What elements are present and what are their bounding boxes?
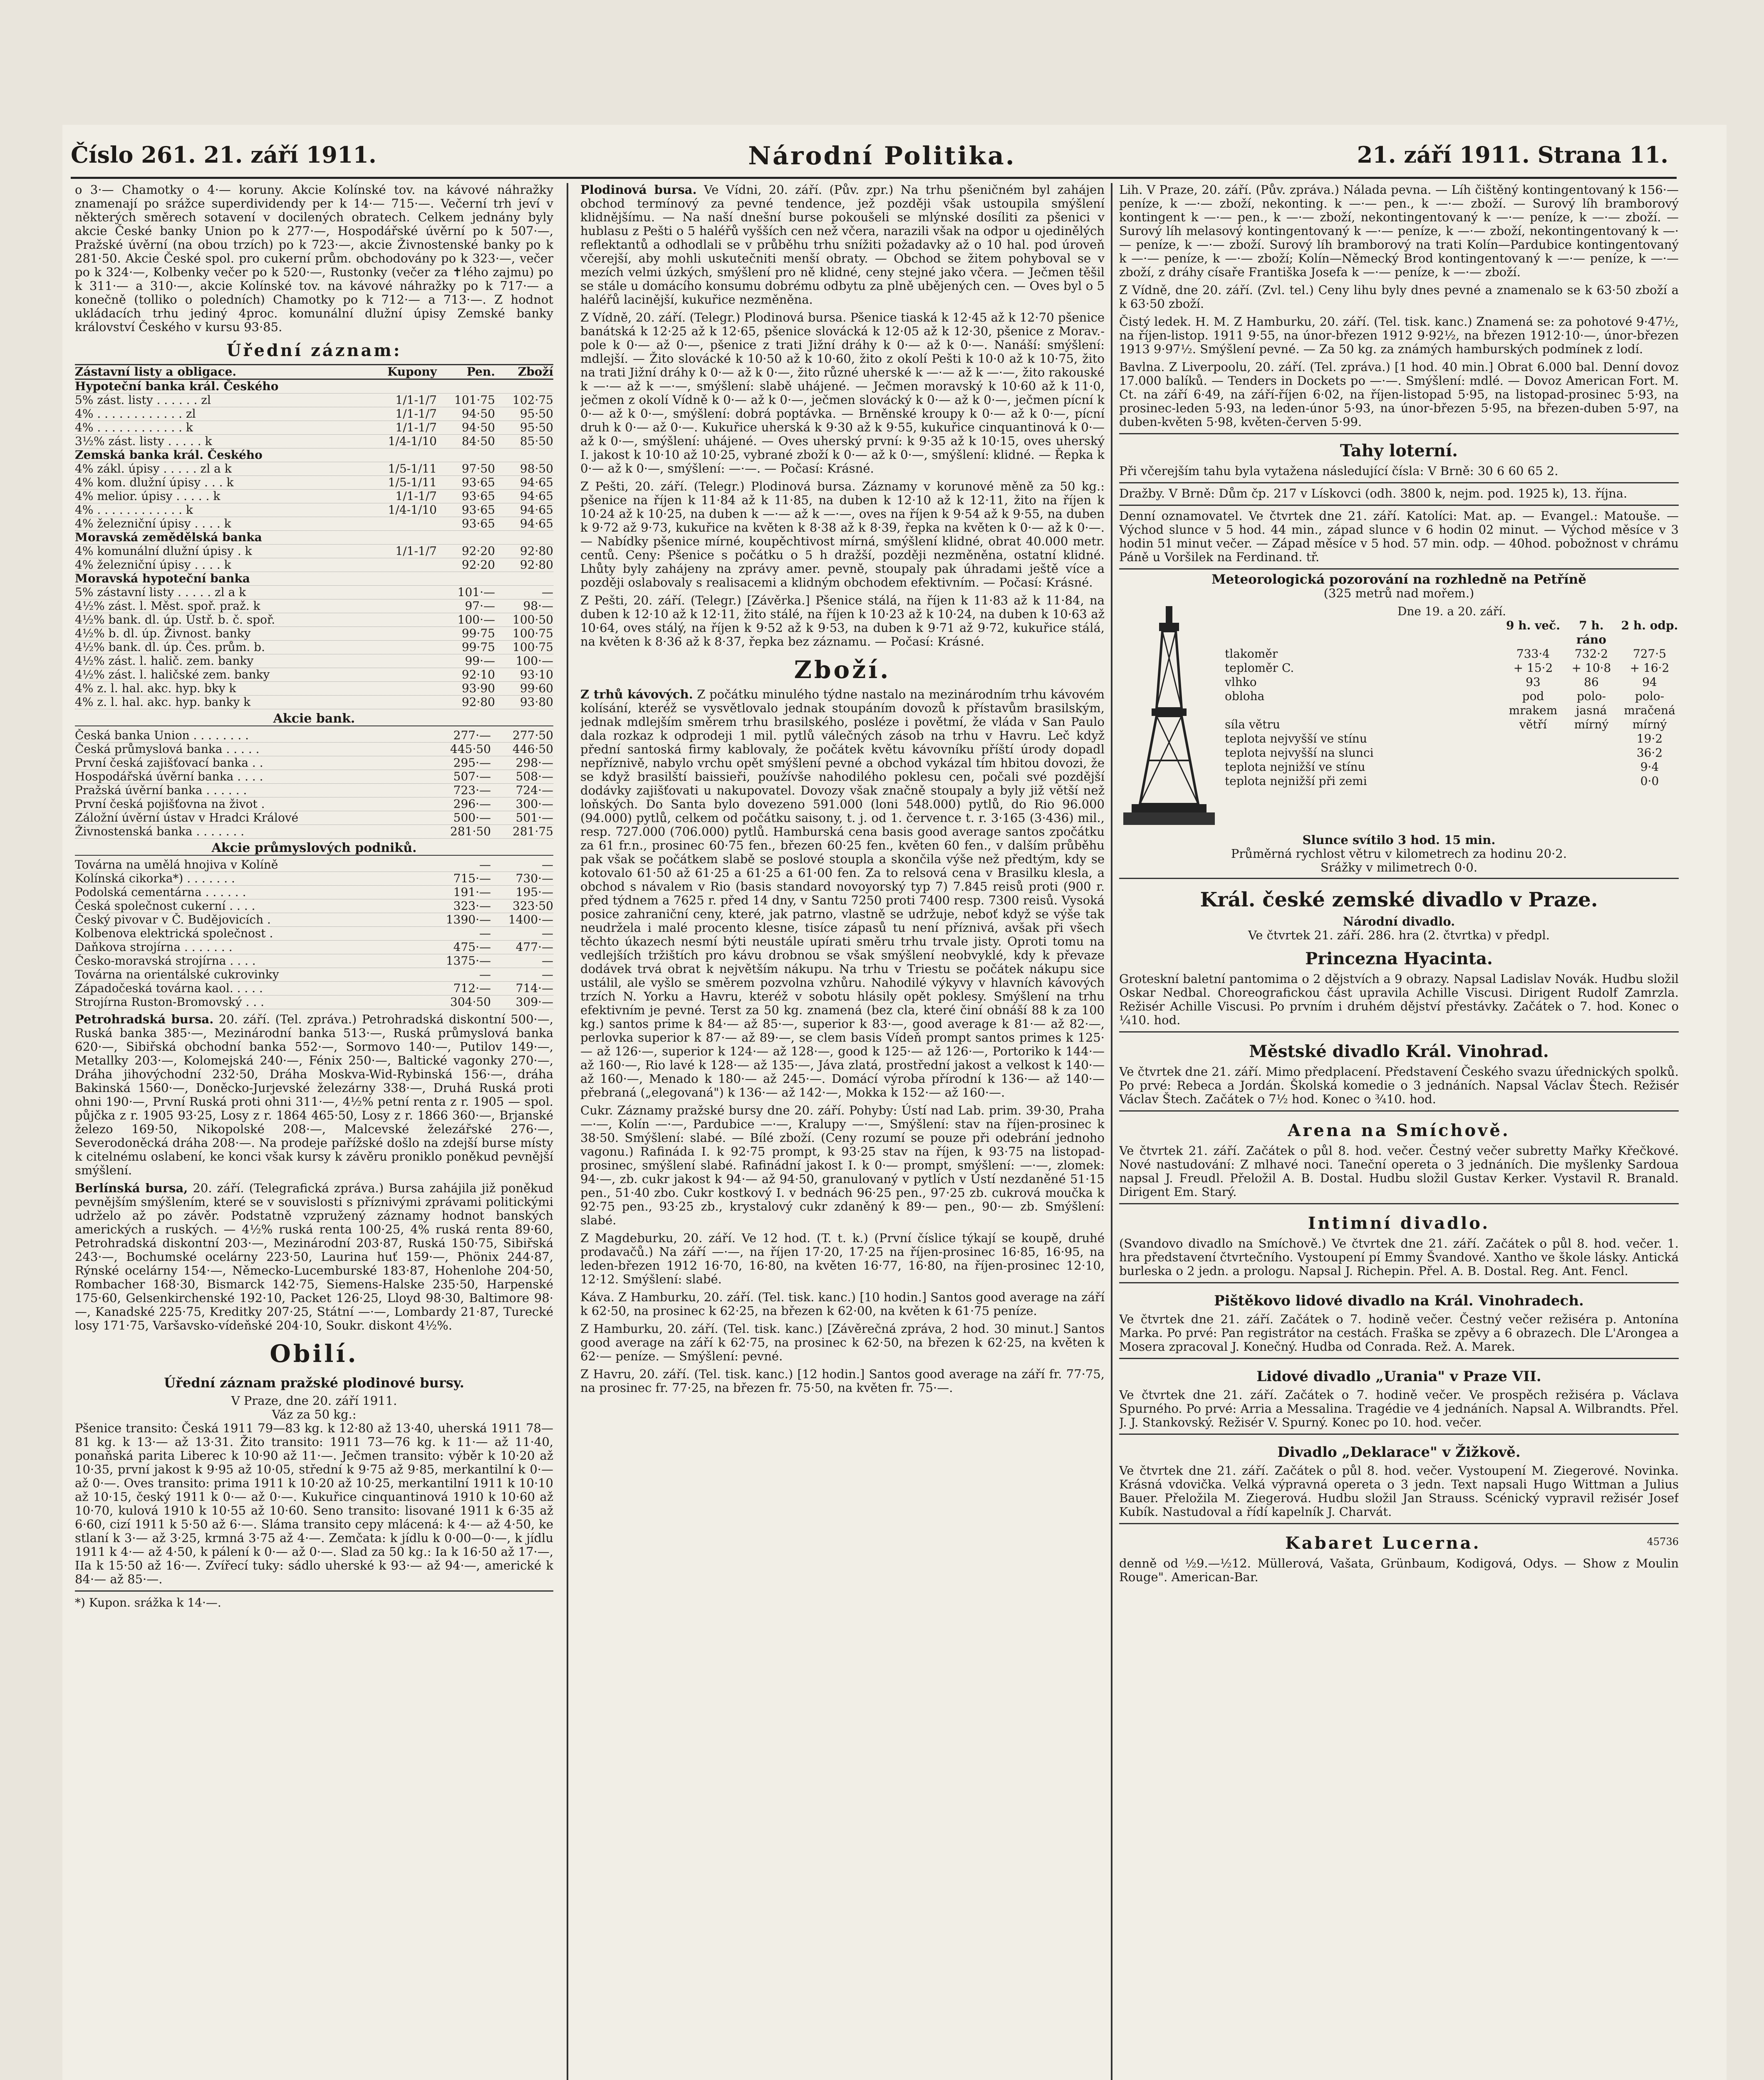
table-row: Moravská hypoteční banka xyxy=(75,572,553,586)
table-row: 3½% zást. listy . . . . . k 1/4-1/10 84·50 85·50 xyxy=(75,434,553,448)
theatre-text: Ve čtvrtek 21. září. Začátek o půl 8. hod. večer. Čestný večer subretty Mařky Křečkové. Nové nastudování: Z mlhavé noci. Taneční opereta o 3 jednáních. Die myšlenky Sardoua napsal J. Freudl. Přeložil A. B. Dostal. Hudbu složil Gustav Kerker. Vystavil R. Branald. Dirigent Em. Starý. xyxy=(1119,1144,1679,1199)
theatre-date: Ve čtvrtek 21. září. 286. hra (2. čtvrtka) v předpl. xyxy=(1248,928,1550,942)
table-row: 4½% zást. l. halič. zem. banky 99·— 100·— xyxy=(75,654,553,668)
table-row: Podolská cementárna . . . . . . 191·— 195·— xyxy=(75,885,553,899)
article-text: Denní oznamovatel. Ve čtvrtek dne 21. září. Katolíci: Mat. ap. — Evangel.: Matouše. — Východ slunce v 5 hod. 44 min., západ slunce v 6 hodin 02 minut. — Východ měsíce v 3 hodin 51 minut večer. — Západ měsíce v 5 hod. 57 min. odp. — 40hod. pobožnost v chrámu Páně u Voršilek na Ferdinand. tř. xyxy=(1119,509,1679,564)
article-text: Pšenice transito: Česká 1911 79—83 kg. k 12·80 až 13·40, uherská 1911 78—81 kg. k 13·— až 13·31. Žito transito: 1911 73—76 kg. k 11·— až 11·40, ponaňská parita Liberec k 10·90 až 11·—. Ječmen transito: výběr k 10·20 až 10·35, první jakost k 9·95 až 10·05, střední k 9·75 až 9·85, merkantilní k 0·— až 0·—. Oves transito: prima 1911 k 10·20 až 10·25, merkantilní 1911 k 10·10 až 10·15, český 1911 k 0·— až 0·—. Kukuřice cinquantinová 1910 k 10·60 až 10·70, kulová 1910 k 10·55 až 10·60. Seno transito: lisované 1911 k 6·35 až 6·60, cizí 1911 k 5·50 až 6·—. Sláma transito cepy mlácená: k 4·— až 4·50, ke stlaní k 3·— až 3·25, krmná 3·75 až 4·—. Zemčata: k jídlu k 0·00—0·—, k jídlu 1911 k 4·— až 4·50, k pálení k 0·— až 0·—. Slad za 50 kg.: Ia k 16·50 až 17·—, IIa k 15·50 až 16·—. Zvířecí tuky: sádlo uherské k 93·— až 94·—, americké k 84·— až 85·—. xyxy=(75,1421,553,1586)
theatre-subtitle: Národní divadlo. xyxy=(1343,914,1455,929)
table-row: 4% . . . . . . . . . . . . zl 1/1-1/7 94·50 95·50 xyxy=(75,407,553,421)
table-row: 4½% b. dl. úp. Živnost. banky 99·75 100·75 xyxy=(75,626,553,640)
column-3 xyxy=(1119,183,1679,2080)
table-row: Pražská úvěrní banka . . . . . . 723·— 724·— xyxy=(75,783,553,797)
table-row: Česká společnost cukerní . . . . 323·— 323·50 xyxy=(75,899,553,913)
column-rule xyxy=(1111,183,1112,2080)
article-text: Bavlna. Z Liverpoolu, 20. září. (Tel. zpráva.) [1 hod. 40 min.] Obrat 6.000 bal. Denní dovoz 17.000 balíků. — Tenders in Dockets po —·—. Smýšlení: mdlé. — Dovoz American Fort. M. Ct. na září 6·49, na září-říjen 6·02, na říjen-listopad 5·95, na listopad-prosinec 5·93, na prosinec-leden 5·93, na leden-únor 5·93, na únor-březen 5·95, na březen-duben 5·97, na duben-květen 5·98, květen-červen 5·99. xyxy=(1119,360,1679,429)
table-header: Zástavní listy a obligace. Kupony Pen. Zboží xyxy=(75,364,553,380)
article-text: Dražby. V Brně: Dům čp. 217 v Lískovci (odh. 3800 k, nejm. pod. 1925 k), 13. října. xyxy=(1119,486,1628,500)
wind-speed: Průměrná rychlost větru v kilometrech za hodinu 20·2. xyxy=(1231,847,1567,861)
divider xyxy=(1119,505,1679,506)
section-heading: Úřední záznam pražské plodinové bursy. xyxy=(164,1375,464,1391)
article-text: Z Pešti, 20. září. (Telegr.) [Závěrka.] Pšenice stálá, na říjen k 11·83 až k 11·84, na duben k 12·10 až k 12·11, žito stálé, na říjen k 10·23 až k 10·24, na duben k 10·63 až 10·64, oves stálý, na říjen k 9·52 až k 9·53, na duben k 9·71 až 9·72, kukuřice stálá, na květen k 8·36 až k 8·37, řepka bez záznamu. — Počasí: Krásné. xyxy=(580,593,1105,649)
rainfall: Srážky v milimetrech 0·0. xyxy=(1320,860,1478,874)
article-text: Z Vídně, dne 20. září. (Zvl. tel.) Ceny lihu byly dnes pevné a znamenalo se k 63·50 zboží a k 63·50 zboží. xyxy=(1119,283,1679,311)
weather-row: obloha pod mrakem polo-jasná polo-mračená xyxy=(1225,689,1675,717)
table-row: Kolínská cikorka*) . . . . . . . 715·— 730·— xyxy=(75,872,553,885)
table-row: 4% zákl. úpisy . . . . . zl a k 1/5-1/11 97·50 98·50 xyxy=(75,462,553,475)
table-row: Záložní úvěrní ústav v Hradci Králové 500·— 501·— xyxy=(75,811,553,825)
theatre-listing xyxy=(1119,1358,1679,1429)
theatre-title: Pištěkovo lidové divadlo na Král. Vinohradech. xyxy=(1214,1293,1584,1309)
dateline: V Praze, dne 20. září 1911. xyxy=(231,1394,397,1408)
market-report: o 3·— Chamotky o 4·— koruny. Akcie Kolínské tov. na kávové náhražky znamenají po srážce superdividendy per k 14·— 715·—. Večerní trh jeví v některých směrech sotavení v docilených obratech. Celkem jednány byly akcie České banky Union po k 277·—, Hospodářské úvěrní po k 507·—, Pražské úvěrní (na obou trzích) po k 723·—, akcie Živnostenské banky po k 281·50. Akcie České spol. pro cukerní prům. obchodovány po k 323·—, večer po k 324·—, Kolbenky večer po k 520·—, Rustonky (večer za ✝lého zajmu) po k 311·— a 310·—, akcie Kolínské tov. na kávové náhražky po k 717·— a konečně (tolliko o poledních) Chamotky po k 712·— a 713·—. Z hodnot ukládacích trhu jediný 4proc. komunální dlužní úpisy Zemské banky království Českého v kursu 93·85. xyxy=(75,183,553,334)
weather-date: Dne 19. a 20. září. xyxy=(1397,604,1506,618)
article-text: Čistý ledek. H. M. Z Hamburku, 20. září. (Tel. tisk. kanc.) Znamená se: za pohotové 9·47½, na říjen-listop. 1911 9·55, na únor-březen 1912 9·92½, na březen 1912·10·—, únor-březen 1913 9·97½. Smýšlení pevné. — Za 50 kg. za známých hamburských podmínek z lodí. xyxy=(1119,314,1679,356)
table-row: 4% kom. dlužní úpisy . . . k 1/5-1/11 93·65 94·65 xyxy=(75,475,553,489)
theatre-text: denně od ½9.—½12. Müllerová, Vašata, Grünbaum, Kodigová, Odys. — Show z Moulin Rouge". American-Bar. xyxy=(1119,1556,1679,1584)
table-row: 4% komunální dlužní úpisy . k 1/1-1/7 92·20 92·80 xyxy=(75,544,553,558)
column-1 xyxy=(75,183,553,2080)
theatre-text: Ve čtvrtek dne 21. září. Začátek o půl 8. hod. večer. Vystoupení M. Ziegerové. Novinka. Krásná vdovička. Velká výpravná opereta o 3 jedn. Text napsali Hugo Wittman a Julius Bauer. Přeložila M. Ziegerová. Hudbu složil Jan Strauss. Scénický vypravil režisér Josef Kubík. Nastudoval a řídí kapelník J. Charvát. xyxy=(1119,1463,1679,1519)
article-text: Z Havru, 20. září. (Tel. tisk. kanc.) [12 hodin.] Santos good average na září fr. 77·75, na prosinec fr. 77·25, na březen fr. 75·50, na květen fr. 75·—. xyxy=(580,1367,1105,1395)
table-row: Živnostenská banka . . . . . . . 281·50 281·75 xyxy=(75,825,553,838)
section-title: Petrohradská bursa. xyxy=(75,1012,214,1026)
play-title: Princezna Hyacinta. xyxy=(1305,949,1493,968)
table-row: 4% železniční úpisy . . . . k 93·65 94·65 xyxy=(75,517,553,530)
section-heading: Tahy loterní. xyxy=(1340,441,1458,461)
theatre-listing xyxy=(1119,1203,1679,1278)
table-row: 4% z. l. hal. akc. hyp. banky k 92·80 93·80 xyxy=(75,695,553,709)
section-title: Z trhů kávových. xyxy=(580,687,693,701)
table-row: Česká průmyslová banka . . . . . 445·50 446·50 xyxy=(75,742,553,756)
table-row: Hypoteční banka král. Českého xyxy=(75,380,553,394)
divider xyxy=(1119,433,1679,434)
weather-row: teplota nejnižší při zemi 0·0 xyxy=(1225,774,1659,788)
table-row: Český pivovar v Č. Budějovicích . 1390·— 1400·— xyxy=(75,913,553,926)
article-text: Z Pešti, 20. září. (Telegr.) Plodinová bursa. Záznamy v korunové měně za 50 kg.: pšenice na říjen k 11·84 až k 11·85, na duben k 12·10 až k 12·11, žito na říjen k 10·24 až k 10·25, na duben k —·— až k —·—, oves na říjen k 9·54 až k 9·55, na duben k 9·72 až 9·73, kukuřice na květen k 8·38 až k 8·39, řepka na květen k 0·— až k 0·—. — Nabídky pšenice mírné, koupěchtivost mírná, smýšlení klidné, obrat 40.000 metr. centů. Ceny: Pšenice s počátku o 5 h dražší, později nezměněna, ostatní klidné. Lhůty byly zahájeny na zprávy amer. pevně, stoupaly pak úhradami ještě více a později oslabovaly s realisacemi a klidným obchodem efektivním. — Počasí: Krásné. xyxy=(580,479,1105,589)
table-row: 5% zást. listy . . . . . . zl 1/1-1/7 101·75 102·75 xyxy=(75,393,553,407)
header-issue: Číslo 261. 21. září 1911. xyxy=(71,141,377,168)
table-row: Strojírna Ruston-Bromovský . . . 304·50 309·— xyxy=(75,995,553,1009)
section-heading: Obilí. xyxy=(270,1340,359,1368)
table-row: Česká banka Union . . . . . . . . 277·— 277·50 xyxy=(75,728,553,742)
theatre-listing xyxy=(1119,878,1679,1027)
weather-row: teploměr C. + 15·2 + 10·8 + 16·2 xyxy=(1225,661,1670,675)
article-text: Káva. Z Hamburku, 20. září. (Tel. tisk. kanc.) [10 hodin.] Santos good average na září k 62·50, na prosinec k 62·25, na březen k 62·00, na květen k 61·75 peníze. xyxy=(580,1290,1105,1318)
petrin-tower-icon xyxy=(1119,604,1219,829)
ad-number: 45736 xyxy=(1647,1535,1679,1548)
theatre-listing xyxy=(1119,1110,1679,1199)
theatre-listing xyxy=(1119,1031,1679,1106)
theatre-title: Kabaret Lucerna. xyxy=(1285,1533,1481,1553)
theatre-listing xyxy=(1119,1523,1679,1584)
table-row: 4% železniční úpisy . . . . k 92·20 92·80 xyxy=(75,558,553,572)
table-row: 4½% zást. l. haličské zem. banky 92·10 93·10 xyxy=(75,668,553,681)
bank-table xyxy=(75,729,553,839)
subheading: (325 metrů nad mořem.) xyxy=(1323,586,1474,600)
article-text: Z Vídně, 20. září. (Telegr.) Plodinová bursa. Pšenice tiaská k 12·45 až k 12·70 pšenice banátská k 12·25 až k 12·65, pšenice slovácká k 12·05 až k 12·30, pšenice z Morav.-pole k 0·— až 0·—, pšenice z trati Jižní dráhy k 0·— až k 0·—. Nanáší: smýšlení: mdlejší. — Žito slovácké k 10·50 až k 10·60, žito z okolí Pešti k 10·0 až k 10·75, žito na trati Jižní dráhy k 0·— až k 0·—, žito různé uherské k —·— až k —·—, žito rakouské k —·— až k —·—, smýšlení: slabě uhájené. — Ječmen moravský k 10·60 až k 11·0, ječmen z okolí Vídně k 0·— až k 0·—, ječmen slovácký k 0·— až k 0·—, ječmen pícní k 0·— až k 0·—, smýšlení: dobrá poptávka. — Brněnské kroupy k 0·— až k 0·—, pícní druh k 0·— až 0·—. Kukuřice uherská k 9·30 až k 9·55, kukuřice cinquantinová k 0·— až k 0·—, smýšlení: uhájené. — Oves uherský první: k 9·35 až k 10·15, oves uherský I. jakost k 10·10 až 10·25, vybrané zboží k 0·— až k 0·—, smýšlení: klidné. — Řepka k 0·— až k 0·—, smýšlení: —·—. — Počasí: Krásné. xyxy=(580,310,1105,475)
weather-row: vlhko 93 86 94 xyxy=(1225,675,1657,689)
divider xyxy=(75,1590,553,1592)
article-text: Z počátku minulého týdne nastalo na mezinárodním trhu kávovém kolísání, kteréž se vysvětlovalo jednak stoupáním dovozů k přístavům brasilským, jednak mdlejším směrem trhu brasilského, posléze i povětmí, že vláda v San Paulo dala rozkaz k odprodeji 1 mil. pytlů válečných zásob na trhu v Havru. Leč když přední santoská firmy kablovaly, že počátek květu kávovníku příští úrody dopadl nepříznivě, nabylo vrchu opět smýšlení pevné a obchod vykázal tím hbitou dovozi, že se když brasilští baissieři, používše nahodilého poklesu cen, počali své pozdější dodávky zajišťovati u nakupovatel. Dovozy však značně stoupaly a byly již větší než loňských. Do Santa bylo dovezeno 591.000 (loni 548.000) pytlů, do Rio 96.000 (94.000) pytlů, celkem od počátku saisony, t. j. od 1. července t. r. 3·165 (3·436) mil., resp. 727.000 (706.000) pytlů. Hamburská cena basis good average santos zpočátku za 61 fr.n., prosinec 60·75 fen., březen 60·25 fen., květen 60 fen., v dalším průběhu pak však se počátkem slabě se poslové stoupla a skončila výše než předtým, kdy se kotovalo 61·50 až 61·25 a 61·25 a 61·00 fen. Za to relsová cena v Brasilku klesla, a obchod s návalem v Rio (basis standard novoyorský typ 7) 7.845 reisů proti (900 r. před týdnem a 7625 r. před 14 dny, v Santu 7250 proti 7400 resp. 7300 reisů. Vysoká posice zahraniční ceny, které, jak patrno, vlastně se udržuje, neboť když se výše tak neudržela i malé procento klesne, tisíce zápasů tu není příznivá, avšak při všech těchto úkazech nesmí býti neustále upírati směru trhu trvale jisty. Oproti tomu na vedlejších tržištích pro kávu drobnou se však smýšlení neobvyklé, kdy k převaze dodávek trvá obrat k největším nákupu. Na trhu v Triestu se počátek nákupu sice ustálil, ale vyšlo se směrem pozvolna vzhůru. Nahodilé výkyvy v hlavních kávových trzích N. Yorku a Havru, kteréž v sobotu hlásily opět poklesy. Smýšlení na trhu efektivním je pevné. Terst za 50 kg. znamená (bez cla, které činí obnáší 88 k za 100 kg.) santos prime k 84·— až 85·—, superior k 83·—, good average k 81·— až 82·—, perlovka superior k 87·— až 89·—, se clem basis Vídeň prompt santos primes k 125·— až 126·—, superior k 124·— až 128·—, good k 125·— až 126·—, Portoriko k 144·— až 160·—, Rio lavé k 128·— až 135·—, Jáva zlatá, prostřední jakost a velkost k 140·— až 160·—, Menado k 180·— až 245·—. Domácí výroba přírodní k 136·— až 140·— přebraná („elegovaná") k 136·— až 142·—, Mokka k 152·— až 160·—. xyxy=(580,687,1105,1099)
theatre-title: Arena na Smíchově. xyxy=(1288,1121,1510,1140)
industry-table xyxy=(75,858,553,1009)
section-heading: Úřední záznam: xyxy=(226,341,402,360)
bond-table xyxy=(75,380,553,709)
subheading: Váz za 50 kg.: xyxy=(272,1407,357,1421)
article-text: Ve Vídni, 20. září. (Pův. zpr.) Na trhu pšeničném byl zahájen obchod termínový za pevné tendence, jež později však ustoupila smýšlení klidnějšímu. — Na naší dnešní burse pokoušeli se mlýnské dosíliti za pšenici v hublasu z Pešti o 5 haléřů vyšších cen než včera, narazili však na odpor u ojedinělých reflektantů a odhodlali se v průběhu trhu snížiti požadavky až o 10 hal. pod úroveň včerejší, aby mohli uskutečniti menší obraty. — Obchod se žitem pohyboval se v mezích velmi úzkých, smýšlení pro ně klidné, ceny stejné jako včera. — Ječmen těšil se stále u domácího konsumu dobrému odbytu za plně ubějených cen. — Oves byl o 5 haléřů lacinější, kukuřice nezměněna. xyxy=(580,183,1105,307)
table-row: 4% z. l. hal. akc. hyp. bky k 93·90 99·60 xyxy=(75,681,553,695)
theatre-text: Ve čtvrtek dne 21. září. Začátek o 7. hodině večer. Čestný večer režiséra p. Antonína Marka. Po prvé: Pan registrátor na cestách. Fraška se zpěvy a 6 obrazech. Dle L'Arongea a Mosera zpracoval J. Konečný. Hudba od Conrada. Rež. A. Marek. xyxy=(1119,1312,1679,1354)
weather-row: teplota nejvyšší na slunci 36·2 xyxy=(1225,746,1663,760)
theatre-text: Ve čtvrtek dne 21. září. Mimo předplacení. Představení Českého svazu úřednických spolků. Po prvé: Rebeca a Jordán. Školská komedie o 3 jednáních. Napsal Václav Štech. Režisér Václav Štech. Začátek o 7½ hod. Konec o ¾10. hod. xyxy=(1119,1065,1679,1106)
theatre-title: Král. české zemské divadlo v Praze. xyxy=(1200,888,1598,911)
table-row: 4½% bank. dl. úp. Čes. prům. b. 99·75 100·75 xyxy=(75,640,553,654)
table-row: Moravská zemědělská banka xyxy=(75,531,553,545)
theatre-text: Ve čtvrtek dne 21. září. Začátek o 7. hodině večer. Ve prospěch režiséra p. Václava Spurného. Po prvé: Arria a Messalina. Tragédie ve 4 jednáních. Napsal A. Wilbrandts. Přel. J. J. Stankovský. Režisér V. Spurný. Konec po 10. hod. večer. xyxy=(1119,1388,1679,1429)
weather-table xyxy=(1225,604,1679,829)
article-text: Lih. V Praze, 20. září. (Pův. zpráva.) Nálada pevna. — Líh čištěný kontingentovaný k 156·— peníze, k —·— zboží, nekonting. k —·— pen., k —·— zboží. — Surový líh bramborový kontingent k —·— pen., k —·— zboží, nekontingentovaný k —·— peníze, k —·— zboží. — Surový líh melasový kontingentovaný k —·— peníze, k —·— zboží, nekontingentovaný k —·— peníze, k —·— zboží. Surový líh bramborový na trati Kolín—Pardubice kontingentovaný k —·— peníze, k —·— zboží; Kolín—Německý Brod kontingentovaný k —·— peníze, k —·— zboží, z dráhy císaře Františka Josefa k —·— peníze, k —·— zboží. xyxy=(1119,183,1679,279)
weather-row: tlakoměr 733·4 732·2 727·5 xyxy=(1225,647,1667,661)
header-page: 21. září 1911. Strana 11. xyxy=(1357,141,1668,168)
weather-row: teplota nejvyšší ve stínu 19·2 xyxy=(1225,732,1663,745)
theatre-text: Groteskní baletní pantomima o 2 dějstvích a 9 obrazy. Napsal Ladislav Novák. Hudbu složil Oskar Nedbal. Choreografickou část upravila Achille Viscusi. Dirigent Rudolf Zamrzla. Režisér Achille Viscusi. Po prvním i druhém dějství přestávky. Začátek o 7. hod. Konec o ¼10. hod. xyxy=(1119,972,1679,1027)
table-row: 4% . . . . . . . . . . . . k 1/1-1/7 94·50 95·50 xyxy=(75,421,553,434)
article-text: Z Hamburku, 20. září. (Tel. tisk. kanc.) [Závěrečná zpráva, 2 hod. 30 minut.] Santos good average na září k 62·75, na prosinec k 62·50, na březen k 62·25, na květen k 62·— peníze. — Smýšlení: pevné. xyxy=(580,1322,1105,1363)
table-row: První česká zajišťovací banka . . 295·— 298·— xyxy=(75,756,553,770)
weather-row: síla větru větří mírný mírný xyxy=(1225,718,1667,731)
weather-header: 9 h. več. 7 h. ráno 2 h. odp. xyxy=(1506,619,1678,646)
table-row: Česko-moravská strojírna . . . . 1375·— — xyxy=(75,954,553,968)
table-row: Továrna na orientálské cukrovinky — — xyxy=(75,968,553,981)
table-row: Zemská banka král. Českého xyxy=(75,448,553,462)
header-rule xyxy=(71,177,1677,179)
article-text: Při včerejším tahu byla vytažena následující čísla: V Brně: 30 6 60 65 2. xyxy=(1119,464,1558,478)
table-row: 4½% bank. dl. úp. Ústř. b. č. spoř. 100·— 100·50 xyxy=(75,613,553,626)
table-row: Továrna na umělá hnojiva v Kolíně — — xyxy=(75,858,553,872)
table-row: Hospodářská úvěrní banka . . . . 507·— 508·— xyxy=(75,770,553,783)
theatre-text: (Svandovo divadlo na Smíchově.) Ve čtvrtek dne 21. září. Začátek o půl 8. hod. večer. 1. hra představení čtvrtečního. Vystoupení pí Emmy Švandové. Xantho ve škole lásky. Antická burleska o 2 jedn. a prologu. Napsal J. Richepin. Přel. A. B. Dostal. Reg. Ant. Fencl. xyxy=(1119,1236,1679,1278)
weather-block xyxy=(1119,604,1679,829)
article-text: 20. září. (Telegrafická zpráva.) Bursa zahájila již poněkud pevnějším smýšlením, které se v souvislosti s příznivými zprávami politickými udrželo až po závěr. Podstatně vzpružený záznamy hodnot banských amerických a ruských. — 4½% ruská renta 100·25, 4% ruská renta 89·60, Petrohradská diskontní 203·—, Mezinárodní 203·87, Ruská 150·75, Sibiřská 243·—, Bochumské ocelárny 223·50, Laurina huť 159·—, Phönix 244·87, Rýnské ocelárny 154·—, Německo-Lucemburské 183·87, Hohenlohe 204·50, Rombacher 168·30, Bismarck 142·75, Siemens-Halske 235·50, Harpenské 175·60, Gelsenkirchenské 192·10, Packet 126·25, Lloyd 98·30, Baltimore 98·—, Kanadské 225·75, Kreditky 207·25, Státní —·—, Lombardy 21·87, Turecké losy 171·75, Varšavsko-vídeňské 204·10, Soukr. diskont 4½%. xyxy=(75,1181,553,1332)
theatre-title: Městské divadlo Král. Vinohrad. xyxy=(1249,1042,1549,1061)
table-row: První česká pojišťovna na život . 296·— 300·— xyxy=(75,797,553,811)
article-text: 20. září. (Tel. zpráva.) Petrohradská diskontní 500·—, Ruská banka 385·—, Mezinárodní banka 513·—, Ruská průmyslová banka 620·—, Sibiřská obchodní banka 552·—, Sormovo 140·—, Putilov 149·—, Metallky 203·—, Kolomejská 240·—, Fénix 250·—, Baltické vagonky 270·—, Dráha jihovýchodní 232·50, Dráha Moskva-Wid-Rybinská 156·—, dráha Bakinská 1560·—, Doněcko-Jurjevské železárny 338·—, Druhá Ruská proti ohni 190·—, První Ruská proti ohni 311·—, 4½% petní renta z r. 1905 — spol. půjčka z r. 1905 93·25, Losy z r. 1864 465·50, Losy z r. 1866 360·—, Brjanské železo 169·50, Nikopolské 208·—, Malcevské železářské 276·—, Severodoněcká dráha 208·—. Na prodeje pařížské došlo na zdejší burse místy k citelnému oslabení, ke konci však kursy k závěru proniklo poněkud pevnější smýšlení. xyxy=(75,1012,553,1177)
table-row: 4½% zást. l. Měst. spoř. praž. k 97·— 98·— xyxy=(75,599,553,613)
column-rule xyxy=(567,183,568,2080)
footnote: *) Kupon. srážka k 14·—. xyxy=(75,1596,221,1610)
divider xyxy=(1119,482,1679,483)
table-row: 5% zástavní listy . . . . . zl a k 101·— — xyxy=(75,585,553,599)
section-title: Berlínská bursa, xyxy=(75,1181,188,1195)
theatre-title: Lidové divadlo „Urania" v Praze VII. xyxy=(1256,1368,1541,1385)
theatre-title: Intimní divadlo. xyxy=(1308,1213,1490,1233)
masthead: Národní Politika. xyxy=(748,141,1016,171)
theatre-listing xyxy=(1119,1434,1679,1519)
table-row: Daňkova strojírna . . . . . . . 475·— 477·— xyxy=(75,940,553,954)
article-text: Cukr. Záznamy pražské bursy dne 20. září. Pohyby: Ústí nad Lab. prim. 39·30, Praha —·—, Kolín —·—, Pardubice —·—, Kralupy —·—, Smýšlení: stav na říjen-prosinec k 38·50. Smýšlení: slabé. — Bílé zboží. (Ceny rozumí se pouze při odebrání jednoho vagonu.) Rafináda I. k 92·75 prompt, k 93·25 stav na říjen, k 93·75 na listopad-prosinec, smýšlení slabé. Rafinádní jakost I. k 0·— prompt, smýšlení: —·—, zlomek: 94·—, zb. cukr jakost k 94·— až 94·50, granulovaný v pytlích v Ústí nezdaněné 51·15 pen., 51·40 zbo. Cukr kostkový I. v bednách 96·25 pen., 97·25 zb. cukrová moučka k 92·75 pen., 93·25 zb., krystalový cukr zdaněný k 89·— pen., 90·— zb. Smýšlení: slabé. xyxy=(580,1103,1105,1227)
section-heading: Zboží. xyxy=(794,656,891,684)
theatre-listing xyxy=(1119,1282,1679,1354)
weather-row: teplota nejnižší ve stínu 9·4 xyxy=(1225,760,1659,774)
article-text: Z Magdeburku, 20. září. Ve 12 hod. (T. t. k.) (První číslice týkají se koupě, druhé prodavačů.) Na září —·—, na říjen 17·20, 17·25 na říjen-prosinec 16·85, 16·95, na leden-březen 1912 16·70, 16·80, na květen 16·77, 16·80, na říjen-prosinec 12·10, 12·12. Smýšlení: slabé. xyxy=(580,1231,1105,1286)
table-row: 4% melior. úpisy . . . . . k 1/1-1/7 93·65 94·65 xyxy=(75,489,553,503)
divider xyxy=(1119,568,1679,570)
table-row: Západočeská továrna kaol. . . . . 712·— 714·— xyxy=(75,981,553,995)
table-row: 4% . . . . . . . . . . . . k 1/4-1/10 93·65 94·65 xyxy=(75,503,553,517)
column-2 xyxy=(580,183,1105,2080)
sunshine: Slunce svítilo 3 hod. 15 min. xyxy=(1302,833,1496,847)
section-heading: Akcie průmyslových podniků. xyxy=(75,841,553,856)
section-heading: Meteorologická pozorování na rozhledně na Petříně xyxy=(1212,572,1586,587)
section-title: Plodinová bursa. xyxy=(580,183,697,197)
section-heading: Akcie bank. xyxy=(75,712,553,726)
theatre-title: Divadlo „Deklarace" v Žižkově. xyxy=(1277,1444,1521,1461)
table-row: Kolbenova elektrická společnost . — — xyxy=(75,926,553,940)
